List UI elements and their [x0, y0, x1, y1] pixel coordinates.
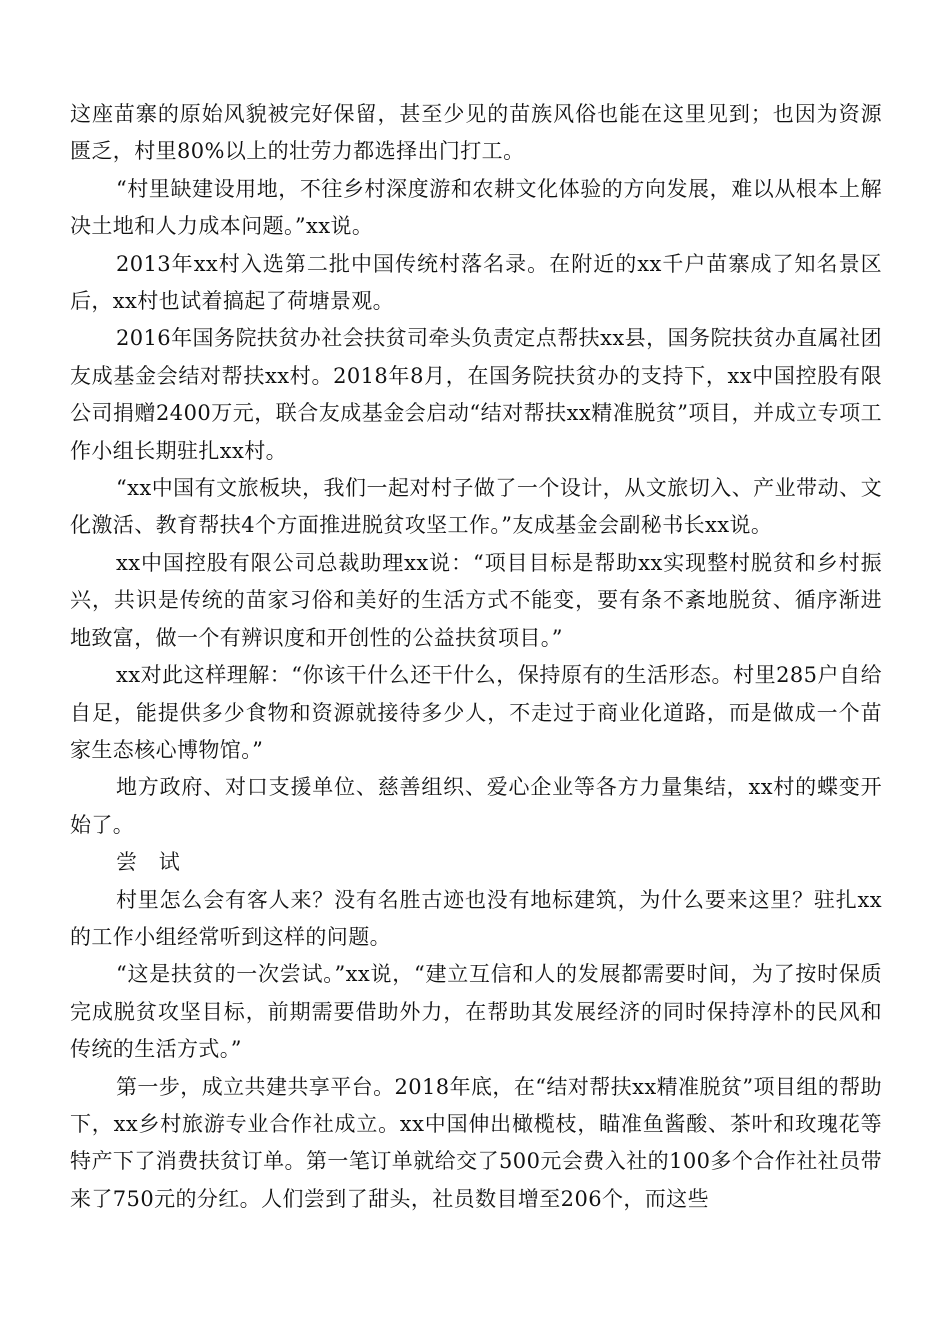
paragraph-7: xx对此这样理解：“你该干什么还干什么，保持原有的生活形态。村里285户自给自足，能提供多少食物和资源就接待多少人，不走过于商业化道路，而是做成一个苗家生态核心博物馆。”	[70, 663, 882, 762]
paragraph-11: 第一步，成立共建共享平台。2018年底，在“结对帮扶xx精准脱贫”项目组的帮助下，xx乡村旅游专业合作社成立。xx中国伸出橄榄枝，瞄准鱼酱酸、茶叶和玫瑰花等特产下了消费扶贫订单。第一笔订单就给交了500元会费入社的100多个合作社社员带来了750元的分红。人们尝到了甜头，社员数目增至206个，而这些	[70, 1074, 882, 1211]
document-body	[70, 96, 882, 1218]
section-heading: 尝 试	[116, 850, 181, 875]
paragraph-1: 这座苗寨的原始风貌被完好保留，甚至少见的苗族风俗也能在这里见到；也因为资源匮乏，村里80%以上的壮劳力都选择出门打工。	[70, 102, 882, 164]
paragraph-10: “这是扶贫的一次尝试。”xx说，“建立互信和人的发展都需要时间，为了按时保质完成脱贫攻坚目标，前期需要借助外力，在帮助其发展经济的同时保持淳朴的民风和传统的生活方式。”	[70, 962, 882, 1062]
paragraph-6: xx中国控股有限公司总裁助理xx说：“项目目标是帮助xx实现整村脱贫和乡村振兴，共识是传统的苗家习俗和美好的生活方式不能变，要有条不紊地脱贫、循序渐进地致富，做一个有辨识度和开创性的公益扶贫项目。”	[70, 550, 882, 650]
paragraph-2: “村里缺建设用地，不往乡村深度游和农耕文化体验的方向发展，难以从根本上解决土地和人力成本问题。”xx说。	[70, 176, 882, 239]
paragraph-3: 2013年xx村入选第二批中国传统村落名录。在附近的xx千户苗寨成了知名景区后，xx村也试着搞起了荷塘景观。	[70, 251, 882, 314]
paragraph-8: 地方政府、对口支援单位、慈善组织、爱心企业等各方力量集结，xx村的蝶变开始了。	[70, 775, 882, 837]
paragraph-5: “xx中国有文旅板块，我们一起对村子做了一个设计，从文旅切入、产业带动、文化激活、教育帮扶4个方面推进脱贫攻坚工作。”友成基金会副秘书长xx说。	[70, 476, 882, 538]
paragraph-9: 村里怎么会有客人来？没有名胜古迹也没有地标建筑，为什么要来这里？驻扎xx的工作小组经常听到这样的问题。	[70, 887, 882, 949]
paragraph-4: 2016年国务院扶贫办社会扶贫司牵头负责定点帮扶xx县，国务院扶贫办直属社团友成基金会结对帮扶xx村。2018年8月，在国务院扶贫办的支持下，xx中国控股有限公司捐赠2400万元，联合友成基金会启动“结对帮扶xx精准脱贫”项目，并成立专项工作小组长期驻扎xx村。	[70, 326, 882, 463]
